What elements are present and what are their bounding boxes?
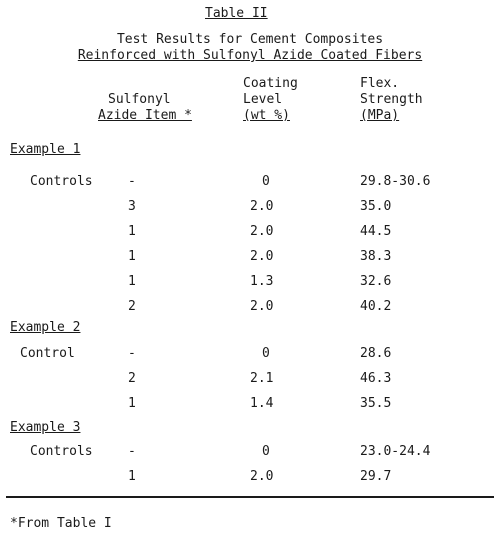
row-level: 2.0 xyxy=(250,469,274,484)
row-strength: 28.6 xyxy=(360,346,392,361)
section-title: Example 1 xyxy=(10,142,81,157)
section-title: Example 3 xyxy=(10,420,81,435)
section-title: Example 2 xyxy=(10,320,81,335)
row-strength: 32.6 xyxy=(360,274,392,289)
row-level: 1.4 xyxy=(250,396,274,411)
col-level-header-line3: (wt %) xyxy=(243,108,290,123)
table-bottom-rule xyxy=(6,496,494,498)
table-title-line2: Reinforced with Sulfonyl Azide Coated Fibers xyxy=(77,48,423,63)
row-strength: 46.3 xyxy=(360,371,392,386)
row-item: - xyxy=(128,444,136,459)
row-strength: 35.0 xyxy=(360,199,392,214)
row-level: 2.0 xyxy=(250,299,274,314)
row-strength: 29.8-30.6 xyxy=(360,174,431,189)
col-level-header-line2: Level xyxy=(243,92,283,107)
col-level-header-line1: Coating xyxy=(243,76,298,91)
row-strength: 35.5 xyxy=(360,396,392,411)
row-label: Controls xyxy=(30,444,93,459)
row-item: - xyxy=(128,346,136,361)
row-item: 2 xyxy=(128,299,136,314)
col-strength-header-line3: (MPa) xyxy=(360,108,400,123)
row-item: 1 xyxy=(128,274,136,289)
row-level: 0 xyxy=(262,174,270,189)
col-strength-header-line2: Strength xyxy=(360,92,423,107)
table-title-line1: Test Results for Cement Composites xyxy=(116,32,384,47)
row-strength: 29.7 xyxy=(360,469,392,484)
row-strength: 44.5 xyxy=(360,224,392,239)
row-level: 2.0 xyxy=(250,224,274,239)
row-level: 0 xyxy=(262,346,270,361)
row-level: 2.1 xyxy=(250,371,274,386)
col-item-header-line2: Azide Item * xyxy=(98,108,192,123)
table-label: Table II xyxy=(205,6,268,21)
row-strength: 23.0-24.4 xyxy=(360,444,431,459)
row-item: 1 xyxy=(128,224,136,239)
row-level: 0 xyxy=(262,444,270,459)
row-strength: 38.3 xyxy=(360,249,392,264)
row-item: 1 xyxy=(128,396,136,411)
row-item: - xyxy=(128,174,136,189)
row-item: 2 xyxy=(128,371,136,386)
footnote: *From Table I xyxy=(10,516,112,531)
row-label: Controls xyxy=(30,174,93,189)
row-level: 1.3 xyxy=(250,274,274,289)
row-strength: 40.2 xyxy=(360,299,392,314)
row-level: 2.0 xyxy=(250,199,274,214)
row-item: 1 xyxy=(128,249,136,264)
col-item-header-line1: Sulfonyl xyxy=(108,92,171,107)
row-level: 2.0 xyxy=(250,249,274,264)
row-label: Control xyxy=(20,346,75,361)
row-item: 1 xyxy=(128,469,136,484)
row-item: 3 xyxy=(128,199,136,214)
col-strength-header-line1: Flex. xyxy=(360,76,400,91)
